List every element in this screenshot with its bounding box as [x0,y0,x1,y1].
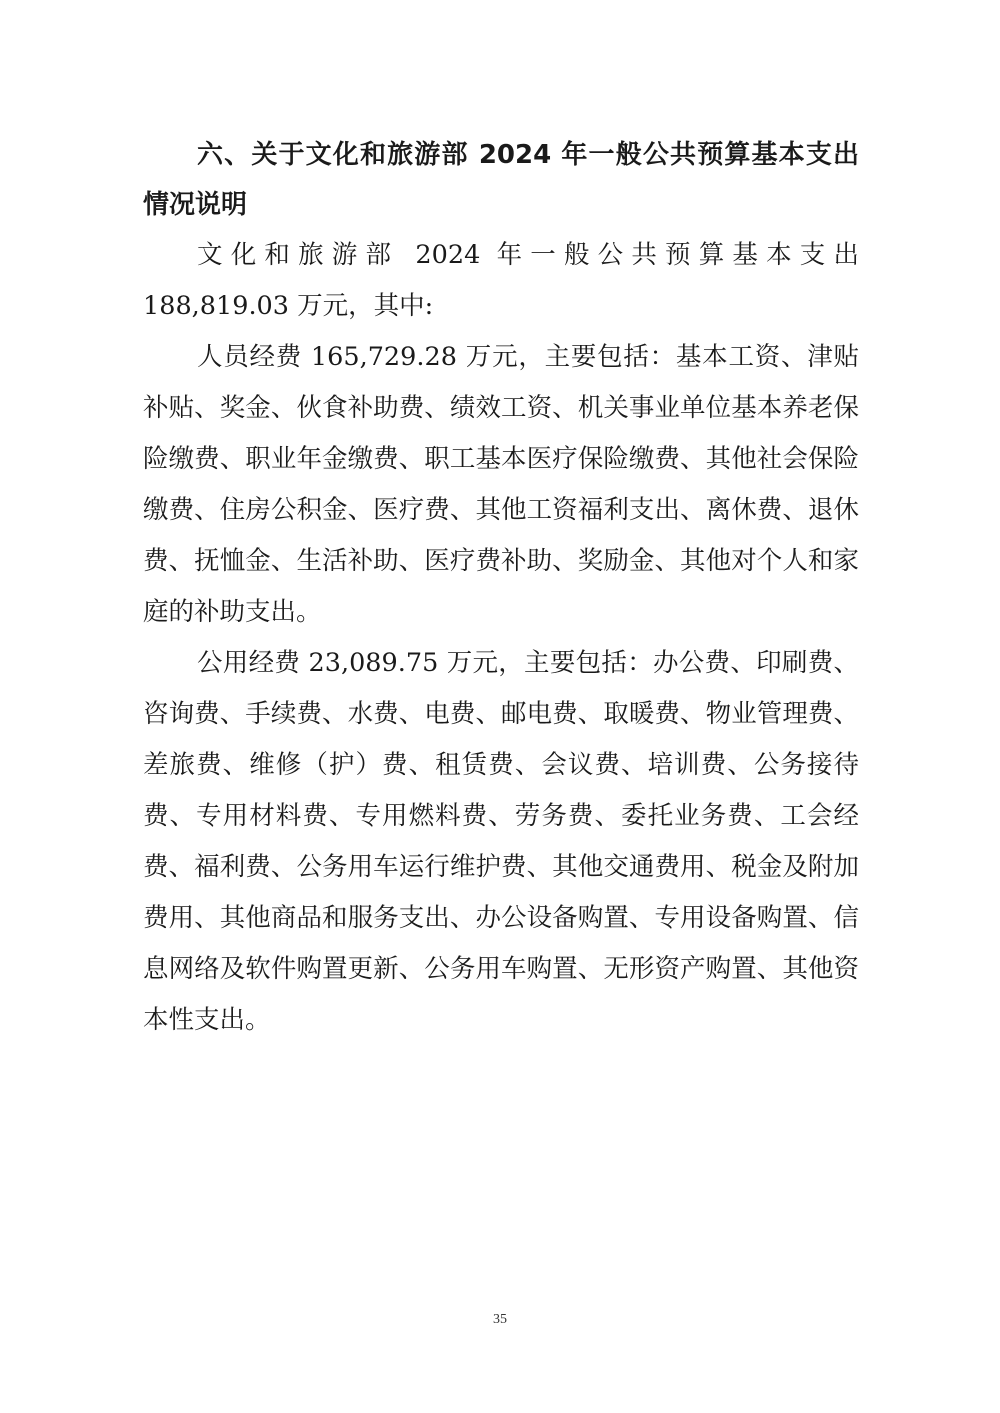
page-number: 35 [493,1312,507,1327]
paragraph-personnel-expenses: 人员经费 165,729.28 万元，主要包括：基本工资、津贴补贴、奖金、伙食补助费、绩效工资、机关事业单位基本养老保险缴费、职业年金缴费、职工基本医疗保险缴费、其他社会保险缴费、住房公积金、医疗费、其他工资福利支出、离休费、退休费、抚恤金、生活补助、医疗费补助、奖励金、其他对个人和家庭的补助支出。 [143,342,859,627]
paragraph-total-expenditure: 文化和旅游部 2024 年一般公共预算基本支出 188,819.03 万元，其中: [143,240,859,321]
paragraph-public-expenses: 公用经费 23,089.75 万元，主要包括：办公费、印刷费、咨询费、手续费、水费、电费、邮电费、取暖费、物业管理费、差旅费、维修（护）费、租赁费、会议费、培训费、公务接待费、专用材料费、专用燃料费、劳务费、委托业务费、工会经费、福利费、公务用车运行维护费、其他交通费用、税金及附加费用、其他商品和服务支出、办公设备购置、专用设备购置、信息网络及软件购置更新、公务用车购置、无形资产购置、其他资本性支出。 [143,648,859,1035]
section-heading: 六、关于文化和旅游部 2024 年一般公共预算基本支出情况说明 [143,140,859,220]
document-body [143,130,859,1046]
